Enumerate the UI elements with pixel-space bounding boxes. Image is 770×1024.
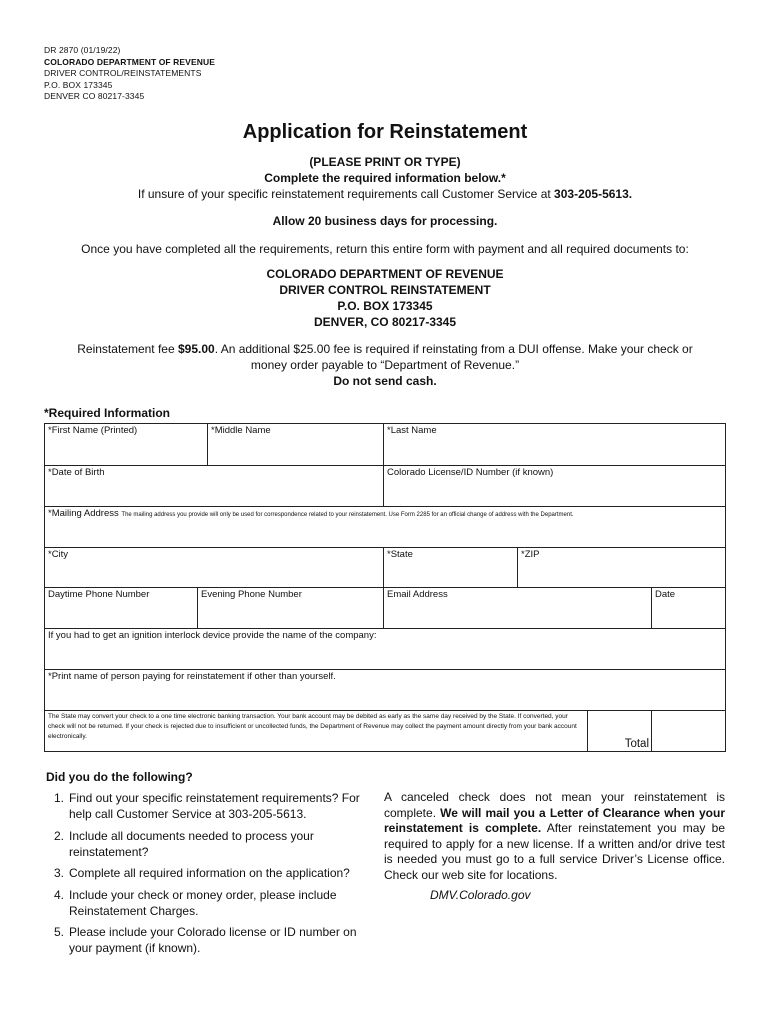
- email-label: Email Address: [387, 589, 448, 600]
- first-name-label: *First Name (Printed): [48, 425, 138, 436]
- mail-to-line4: DENVER, CO 80217-3345: [313, 315, 457, 329]
- dob-field[interactable]: [45, 466, 384, 507]
- list-item: 5. Please include your Colorado license or ID number on your payment (if known).: [54, 925, 357, 955]
- required-heading: *Required Information: [44, 406, 171, 420]
- unsure-period: .: [628, 187, 633, 201]
- state-label: *State: [387, 549, 413, 560]
- list-item: 4. Include your check or money order, please include Reinstatement Charges.: [54, 887, 337, 918]
- fee-rest: . An additional $25.00 fee is required if reinstating from a DUI offense. Make your check or: [214, 342, 693, 356]
- website-link[interactable]: DMV.Colorado.gov: [430, 888, 531, 902]
- checklist: [54, 790, 374, 962]
- unsure-note: [0, 186, 770, 202]
- header-box: P.O. BOX 173345: [44, 79, 113, 90]
- clearance-note: A canceled check does not mean your reinstatement is complete. We will mail you a Letter of Clearance when your reinstatement is complete. After reinstatement you may be required to apply for a new license. If a written and/or drive test is needed you must go to a full service Driver’s License office. Check our web site for locations.: [384, 790, 725, 882]
- middle-name-label: *Middle Name: [211, 425, 271, 436]
- header-city: DENVER CO 80217-3345: [44, 91, 145, 101]
- header-division: DRIVER CONTROL/REINSTATEMENTS: [44, 68, 202, 78]
- zip-label: *ZIP: [521, 549, 540, 560]
- clearance-bold: We will mail you a Letter of Clearance when your reinstatement is complete.: [384, 805, 725, 835]
- mail-to-line2: DRIVER CONTROL REINSTATEMENT: [279, 283, 491, 297]
- form-header: [44, 45, 215, 103]
- payer-label: *Print name of person paying for reinstatement if other than yourself.: [48, 671, 336, 682]
- date-field[interactable]: [652, 588, 726, 629]
- fee-payable: money order payable to “Department of Revenue.”: [250, 358, 520, 372]
- return-instructions: Once you have completed all the requirements, return this entire form with payment and all required documents to:: [81, 242, 689, 256]
- fee-amount: $95.00: [177, 342, 215, 356]
- city-label: *City: [48, 549, 69, 560]
- mail-to-line1: COLORADO DEPARTMENT OF REVENUE: [266, 267, 504, 281]
- customer-service-phone: 303-205-5613: [554, 187, 629, 201]
- mailing-address-note: The mailing address you provide will only be used for correspondence related to your reinstatement. Use Form 2285 for an official change of address with the Department.: [121, 512, 574, 518]
- evening-phone-label: Evening Phone Number: [201, 589, 302, 600]
- total-label: Total: [624, 738, 649, 750]
- mail-to-line3: P.O. BOX 173345: [337, 299, 433, 313]
- dob-label: *Date of Birth: [48, 467, 105, 478]
- application-form: [44, 423, 726, 752]
- license-field[interactable]: [384, 466, 726, 507]
- mailing-address-label: *Mailing Address: [48, 508, 119, 519]
- print-type-note: (PLEASE PRINT OR TYPE): [309, 155, 461, 169]
- processing-note: Allow 20 business days for processing.: [272, 214, 498, 228]
- total-field[interactable]: [588, 711, 652, 752]
- payer-name-field[interactable]: [45, 670, 726, 711]
- last-name-label: *Last Name: [387, 425, 437, 436]
- daytime-phone-field[interactable]: [45, 588, 198, 629]
- state-field[interactable]: [384, 548, 518, 588]
- middle-name-field[interactable]: [208, 424, 384, 466]
- header-dept: COLORADO DEPARTMENT OF REVENUE: [44, 56, 215, 67]
- interlock-company-field[interactable]: [45, 629, 726, 670]
- mailing-address-field[interactable]: [45, 507, 726, 548]
- checklist-heading: Did you do the following?: [46, 770, 193, 784]
- fee-note: [0, 341, 770, 357]
- complete-note: Complete the required information below.*: [264, 171, 506, 185]
- daytime-phone-label: Daytime Phone Number: [48, 589, 150, 600]
- list-item: 2. Include all documents needed to process your reinstatement?: [54, 828, 314, 859]
- first-name-field[interactable]: [45, 424, 208, 466]
- eft-notice: The State may convert your check to a one time electronic banking transaction. Your bank account may be debited as early as the same day received by the State. If converted, your check will not be returned. If your check is rejected due to insufficient or uncollected funds, the Department of Revenue may collect the payment amount directly from your bank account electronically.: [45, 711, 588, 752]
- zip-field[interactable]: [518, 548, 726, 588]
- total-amount-box[interactable]: [652, 711, 726, 752]
- fee-prefix: Reinstatement fee: [77, 342, 178, 356]
- unsure-text: If unsure of your specific reinstatement requirements call Customer Service at: [137, 187, 555, 201]
- list-item: 1. Find out your specific reinstatement requirements? For help call Customer Service at 303-205-5613.: [54, 791, 360, 821]
- last-name-field[interactable]: [384, 424, 726, 466]
- list-item: 3. Complete all required information on the application?: [54, 866, 350, 880]
- evening-phone-field[interactable]: [198, 588, 384, 629]
- city-field[interactable]: [45, 548, 384, 588]
- no-cash-note: Do not send cash.: [333, 374, 437, 388]
- date-label: Date: [655, 589, 676, 600]
- email-field[interactable]: [384, 588, 652, 629]
- license-label: Colorado License/ID Number (if known): [387, 467, 554, 478]
- form-id: DR 2870 (01/19/22): [44, 45, 121, 55]
- interlock-label: If you had to get an ignition interlock device provide the name of the company:: [48, 630, 377, 641]
- page-title: Application for Reinstatement: [242, 121, 528, 143]
